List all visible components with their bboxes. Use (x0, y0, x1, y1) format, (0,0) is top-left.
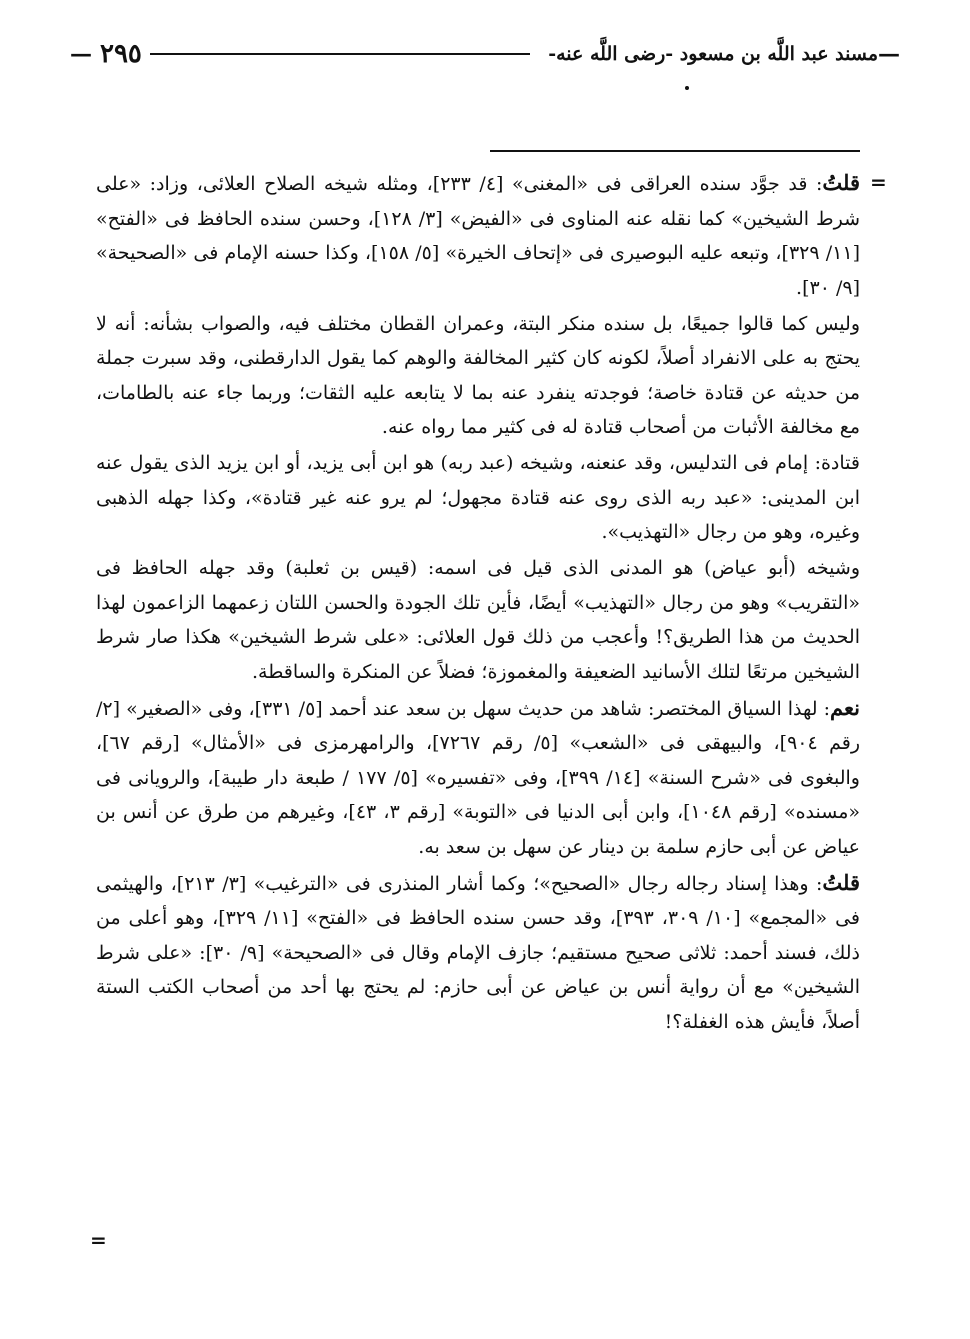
paragraph-text: : قد جوَّد سنده العراقى فى «المغنى» [٤/ ٢٣٣]، ومثله شيخه الصلاح العلائى، وزاد: «على شرط الشيخين» كما نقله عنه المناوى فى «الفيض» [٣/ ١٢٨]، وحسن سنده الحافظ فى «الفتح» [١١/ ٣٢٩]، وتبعه عليه البوصيرى فى «إتحاف الخيرة» [٥/ ١٥٨]، وكذا حسنه الإمام فى «الصحيحة» [٩/ ٣٠]. (96, 173, 860, 299)
paragraph-lead: قلتُ (822, 170, 860, 195)
paragraph-3 (96, 446, 860, 550)
continuation-mark-top: = (870, 170, 887, 194)
paragraph-1 (96, 166, 860, 305)
paragraph-text: : لهذا السياق المختصر: شاهد من حديث سهل بن سعد عند أحمد [٥/ ٣٣١]، وفى «الصغير» [٢/ رقم ٩٠٤]، والبيهقى فى «الشعب» [٥/ رقم ٧٢٦٧]، والرامهرمزى فى «الأمثال» [رقم ٦٧]، والبغوى فى «شرح السنة» [١٤/ ٣٩٩]، وفى «تفسيره» [٥/ ١٧٧ / طبعة دار طيبة]، والرويانى فى «مسنده» [رقم ١٠٤٨]، وابن أبى الدنيا فى «التوبة» [رقم ٣، ٤٣]، وغيرهم من طرق عن أنس بن عياض عن أبى حازم سلمة بن دينار عن سهل بن سعد به. (96, 697, 861, 858)
header-dash-left: — (70, 41, 92, 67)
paragraph-5 (96, 691, 860, 865)
running-title: مسند عبد اللَّه بن مسعود -رضى اللَّه عنه- (548, 43, 878, 65)
header-dot (685, 86, 689, 90)
header-rule (150, 53, 530, 55)
paragraph-text: وشيخه (أبو عياض) هو المدنى الذى قيل فى اسمه: (قيس بن ثعلبة) وقد جهله الحافظ فى «التقريب» وهو من رجال «التهذيب» أيضًا، فأين تلك الجودة والحسن اللتان زعمهما الزاعمون لهذا الحديث من هذا الطريق؟! وأعجب من ذلك قول العلائى: «على شرط الشيخين» هكذا صار شرط الشيخين مرتعًا لتلك الأسانيد الضعيفة والمغموزة؛ فضلاً عن المنكرة والساقطة. (96, 557, 860, 683)
paragraph-text: : وهذا إسناد رجاله رجال «الصحيح»؛ وكما أشار المنذرى فى «الترغيب» [٣/ ٢١٣]، والهيثمى فى «المجمع» [١٠/ ٣٠٩، ٣٩٣]، وقد حسن سنده الحافظ فى «الفتح» [١١/ ٣٢٩]، وهو أعلى من ذلك، فسند أحمد: ثلاثى صحيح مستقيم؛ جازف الإمام وقال فى «الصحيحة» [٩/ ٣٠]: «على شرط الشيخين» مع أن رواية أنس بن عياض عن أبى حازم: لم يحتج بها أحد من أصحاب الكتب الستة أصلاً، فأيش هذه الغفلة؟! (96, 872, 860, 1033)
footnote-body (96, 166, 860, 1041)
paragraph-4 (96, 551, 860, 689)
paragraph-6 (96, 866, 860, 1040)
footnote-separator (490, 150, 860, 152)
paragraph-lead: قلتُ (822, 869, 860, 895)
page-number: ٢٩٥ (100, 39, 142, 69)
page-header (70, 36, 900, 72)
continuation-mark-bottom: = (90, 1228, 107, 1252)
paragraph-text: وليس كما قالوا جميعًا، بل سنده منكر البتة، وعمران القطان مختلف فيه، والصواب بشأنه: أنه لا يحتج به على الانفراد أصلاً، لكونه كان كثير المخالفة والوهم كما يقول الدارقطنى، وقد سبرت جملة من حديثه عن قتادة خاصة؛ فوجدته ينفرد عنه بما لا يتابعه عليه الثقات؛ وربما جاء عنه بالطامات، مع مخالفة الأثبات من أصحاب قتادة له فى كثير مما رواه عنه. (96, 312, 860, 438)
paragraph-2 (96, 307, 860, 445)
paragraph-text: قتادة: إمام فى التدليس، وقد عنعنه، وشيخه (عبد ربه) هو ابن أبى يزيد، أو ابن يزيد الذى يقول عنه ابن المدينى: «عبد ربه الذى روى عنه قتادة مجهول؛ لم يرو عنه غير قتادة»، وكذا جهله الذهبى وغيره، وهو من رجال «التهذيب». (96, 452, 860, 543)
paragraph-lead: نعم (830, 694, 860, 720)
header-dash-right: — (878, 41, 900, 67)
